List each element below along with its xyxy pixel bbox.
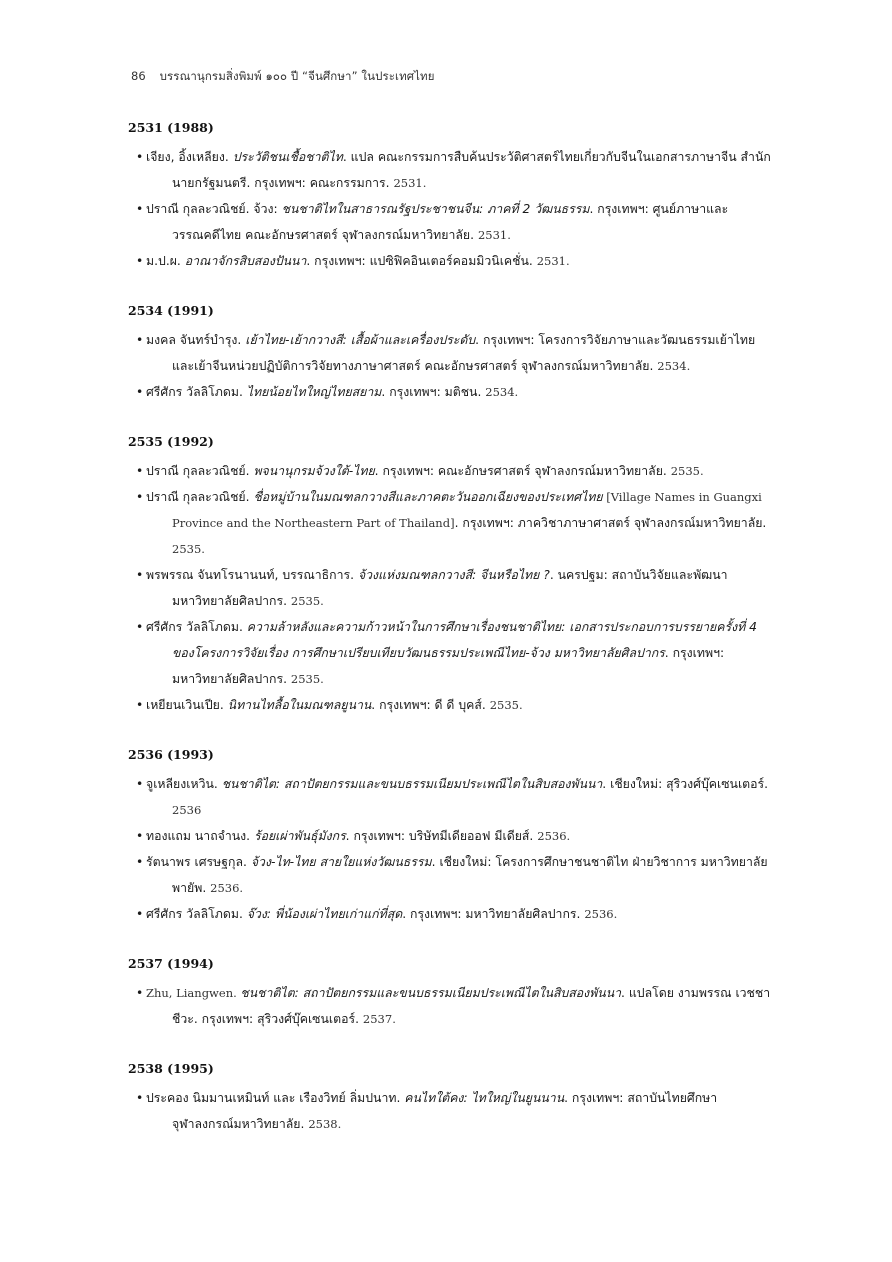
entry-text: จูเหลียงเหวิน. bbox=[146, 777, 222, 791]
entry-title: พจนานุกรมจ้วงใต้-ไทย bbox=[253, 464, 375, 478]
entry-list bbox=[128, 1085, 774, 1137]
bullet-icon: • bbox=[136, 254, 144, 268]
entry-latin-text: 2531. bbox=[393, 176, 427, 190]
bibliography-entry bbox=[128, 248, 774, 274]
bullet-icon: • bbox=[136, 150, 144, 164]
bibliography-entry bbox=[128, 823, 774, 849]
entry-title: ความล้าหลังและความก้าวหน้าในการศึกษาเรื่องชนชาติไทย: เอกสารประกอบการบรรยายครั้งที่ 4 ของโครงการวิจัยเรื่อง การศึกษาเปรียบเทียบวัฒนธรรมประเพณีไทย-จ้วง มหาวิทยาลัยศิลปากร bbox=[172, 620, 757, 660]
entry-title: ประวัติชนเชื้อชาติไท bbox=[232, 150, 343, 164]
entry-list bbox=[128, 980, 774, 1032]
entry-title: เย้าไทย-เย้ากวางสี: เสื้อผ้าและเครื่องประดับ bbox=[245, 333, 476, 347]
bibliography-entry bbox=[128, 562, 774, 614]
bibliography-entry bbox=[128, 1085, 774, 1137]
year-section bbox=[128, 745, 774, 927]
year-section bbox=[128, 954, 774, 1032]
entry-text: . กรุงเทพฯ: แปซิฟิคอินเตอร์คอมมิวนิเคชั่น. bbox=[306, 254, 537, 268]
entry-latin-text: 2536. bbox=[537, 829, 571, 843]
entry-text: ศรีศักร วัลลิโภดม. bbox=[146, 620, 247, 634]
entry-latin-text: 2534. bbox=[485, 385, 519, 399]
year-heading: 2537 (1994) bbox=[128, 956, 214, 971]
bibliography-entry bbox=[128, 327, 774, 379]
bibliography-entry bbox=[128, 771, 774, 823]
entry-text: ศรีศักร วัลลิโภดม. bbox=[146, 907, 247, 921]
page-number: 86 bbox=[131, 69, 146, 83]
bullet-icon: • bbox=[136, 568, 144, 582]
entry-text: ศรีศักร วัลลิโภดม. bbox=[146, 385, 247, 399]
entry-text: ปราณี กุลละวณิชย์. bbox=[146, 490, 254, 504]
entry-latin-text: 2538. bbox=[308, 1117, 342, 1131]
entry-text: . กรุงเทพฯ: ดี ดี บุคส์. bbox=[371, 698, 490, 712]
bullet-icon: • bbox=[136, 855, 144, 869]
entry-text: ประคอง นิมมานเหมินท์ และ เรืองวิทย์ ลิ่มปนาท. bbox=[146, 1091, 405, 1105]
bibliography-entry bbox=[128, 614, 774, 692]
year-heading: 2536 (1993) bbox=[128, 747, 214, 762]
bibliography-entry bbox=[128, 484, 774, 562]
entry-latin-text: Zhu, Liangwen. bbox=[146, 986, 241, 1000]
entry-list bbox=[128, 458, 774, 718]
entry-latin-text: 2536. bbox=[584, 907, 618, 921]
bibliography-entry bbox=[128, 379, 774, 405]
year-heading: 2531 (1988) bbox=[128, 120, 214, 135]
entry-text: . กรุงเทพฯ: มหาวิทยาลัยศิลปากร. bbox=[402, 907, 585, 921]
entry-list bbox=[128, 327, 774, 405]
entry-list bbox=[128, 144, 774, 274]
entry-latin-text: 2531. bbox=[536, 254, 570, 268]
bullet-icon: • bbox=[136, 385, 144, 399]
bibliography-entry bbox=[128, 849, 774, 901]
entry-latin-text: 2535. bbox=[290, 594, 324, 608]
year-section bbox=[128, 301, 774, 405]
bibliography-entry bbox=[128, 901, 774, 927]
year-heading: 2538 (1995) bbox=[128, 1061, 214, 1076]
entry-title: ร้อยเผ่าพันธุ์มังกร bbox=[253, 829, 346, 843]
entry-latin-text: 2535. bbox=[670, 464, 704, 478]
year-section bbox=[128, 432, 774, 718]
bullet-icon: • bbox=[136, 829, 144, 843]
running-header bbox=[131, 68, 435, 86]
bibliography-body bbox=[128, 118, 774, 1164]
entry-title: ไทยน้อยไทใหญ่ไทยสยาม bbox=[246, 385, 382, 399]
year-heading: 2535 (1992) bbox=[128, 434, 214, 449]
running-title: บรรณานุกรมสิ่งพิมพ์ ๑๐๐ ปี “จีนศึกษา” ในประเทศไทย bbox=[159, 69, 435, 83]
bibliography-entry bbox=[128, 144, 774, 196]
entry-text: ปราณี กุลละวณิชย์. จ้วง: bbox=[146, 202, 282, 216]
entry-text: . กรุงเทพฯ: สถาบันไทยศึกษา จุฬาลงกรณ์มหาวิทยาลัย. bbox=[172, 1091, 718, 1131]
bullet-icon: • bbox=[136, 1091, 144, 1105]
bullet-icon: • bbox=[136, 907, 144, 921]
entry-title: นิทานไทลื้อในมณฑลยูนาน bbox=[227, 698, 372, 712]
entry-latin-text: [Village Names in Guangxi Province and the Northeastern Part of Thailand] bbox=[172, 490, 762, 530]
entry-list bbox=[128, 771, 774, 927]
bullet-icon: • bbox=[136, 464, 144, 478]
entry-latin-text: 2535. bbox=[290, 672, 324, 686]
entry-title: ชนชาติไทในสาธารณรัฐประชาชนจีน: ภาคที่ 2 วัฒนธรรม bbox=[281, 202, 590, 216]
entry-text: . กรุงเทพฯ: คณะอักษรศาสตร์ จุฬาลงกรณ์มหาวิทยาลัย. bbox=[374, 464, 671, 478]
bullet-icon: • bbox=[136, 490, 144, 504]
bullet-icon: • bbox=[136, 333, 144, 347]
bibliography-entry bbox=[128, 458, 774, 484]
bibliography-entry bbox=[128, 196, 774, 248]
entry-text: . นครปฐม: สถาบันวิจัยและพัฒนา มหาวิทยาลัยศิลปากร. bbox=[172, 568, 728, 608]
entry-title: ชนชาติไต: สถาปัตยกรรมและขนบธรรมเนียมประเพณีไตในสิบสองพันนา bbox=[240, 986, 622, 1000]
year-heading: 2534 (1991) bbox=[128, 303, 214, 318]
entry-title: ชนชาติไต: สถาปัตยกรรมและขนบธรรมเนียมประเพณีไตในสิบสองพันนา bbox=[221, 777, 603, 791]
entry-title: อาณาจักรสิบสองปันนา bbox=[184, 254, 307, 268]
bullet-icon: • bbox=[136, 620, 144, 634]
entry-text: เหยียนเวินเปีย. bbox=[146, 698, 228, 712]
entry-text: . กรุงเทพฯ: ศูนย์ภาษาและวรรณคดีไทย คณะอักษรศาสตร์ จุฬาลงกรณ์มหาวิทยาลัย. bbox=[172, 202, 729, 242]
entry-title: ชื่อหมู่บ้านในมณฑลกวางสีและภาคตะวันออกเฉียงของประเทศไทย bbox=[253, 490, 603, 504]
entry-latin-text: 2536 bbox=[172, 803, 202, 817]
bibliography-entry bbox=[128, 980, 774, 1032]
entry-text: ม.ป.ผ. bbox=[146, 254, 185, 268]
entry-latin-text: 2535. bbox=[172, 542, 205, 556]
entry-text: . กรุงเทพฯ: มติชน. bbox=[381, 385, 486, 399]
entry-latin-text: 2537. bbox=[362, 1012, 396, 1026]
bibliography-entry bbox=[128, 692, 774, 718]
entry-text: รัตนาพร เศรษฐกุล. bbox=[146, 855, 251, 869]
entry-text: . แปล คณะกรรมการสืบค้นประวัติศาสตร์ไทยเกี่ยวกับจีนในเอกสารภาษาจีน สำนักนายกรัฐมนตรี. กรุงเทพฯ: คณะกรรมการ. bbox=[172, 150, 771, 190]
entry-latin-text: 2535. bbox=[489, 698, 523, 712]
entry-latin-text: 2536. bbox=[210, 881, 244, 895]
bullet-icon: • bbox=[136, 986, 144, 1000]
bullet-icon: • bbox=[136, 698, 144, 712]
entry-text: . กรุงเทพฯ: โครงการวิจัยภาษาและวัฒนธรรมเย้าไทยและเย้าจีนหน่วยปฏิบัติการวิจัยทางภาษาศาสตร์ คณะอักษรศาสตร์ จุฬาลงกรณ์มหาวิทยาลัย. bbox=[172, 333, 756, 373]
entry-title: คนไทใต้คง: ไทใหญ่ในยูนนาน bbox=[404, 1091, 565, 1105]
entry-latin-text: 2531. bbox=[477, 228, 511, 242]
entry-text: . เชียงใหม่: สุริวงศ์บุ๊คเซนเตอร์. bbox=[602, 777, 769, 791]
entry-title: จ้วงแห่งมณฑลกวางสี: จีนหรือไทย ? bbox=[357, 568, 550, 582]
entry-title: จ้วง-ไท-ไทย สายใยแห่งวัฒนธรรม bbox=[250, 855, 432, 869]
entry-text: ปราณี กุลละวณิชย์. bbox=[146, 464, 254, 478]
entry-text: . เชียงใหม่: โครงการศึกษาชนชาติไท ฝ่ายวิชาการ มหาวิทยาลัยพายัพ. bbox=[172, 855, 768, 895]
entry-latin-text: 2534. bbox=[657, 359, 691, 373]
entry-text: พรพรรณ จันทโรนานนท์, บรรณาธิการ. bbox=[146, 568, 358, 582]
entry-text: . แปลโดย งามพรรณ เวชชาชีวะ. กรุงเทพฯ: สุริวงศ์บุ๊คเซนเตอร์. bbox=[172, 986, 771, 1026]
entry-title: จ๊วง: พี่น้องเผ่าไทยเก่าแก่ที่สุด bbox=[246, 907, 403, 921]
entry-text: เจียง, อิ้งเหลียง. bbox=[146, 150, 233, 164]
entry-text: . กรุงเทพฯ: ภาควิชาภาษาศาสตร์ จุฬาลงกรณ์มหาวิทยาลัย. bbox=[454, 516, 767, 530]
entry-text: ทองแถม นาถจำนง. bbox=[146, 829, 254, 843]
year-section bbox=[128, 118, 774, 274]
year-section bbox=[128, 1059, 774, 1137]
entry-text: . กรุงเทพฯ: มหาวิทยาลัยศิลปากร. bbox=[172, 646, 725, 686]
bullet-icon: • bbox=[136, 777, 144, 791]
entry-text: . กรุงเทพฯ: บริษัทมีเดียออฟ มีเดียส์. bbox=[345, 829, 538, 843]
entry-text: มงคล จันทร์บำรุง. bbox=[146, 333, 246, 347]
bullet-icon: • bbox=[136, 202, 144, 216]
